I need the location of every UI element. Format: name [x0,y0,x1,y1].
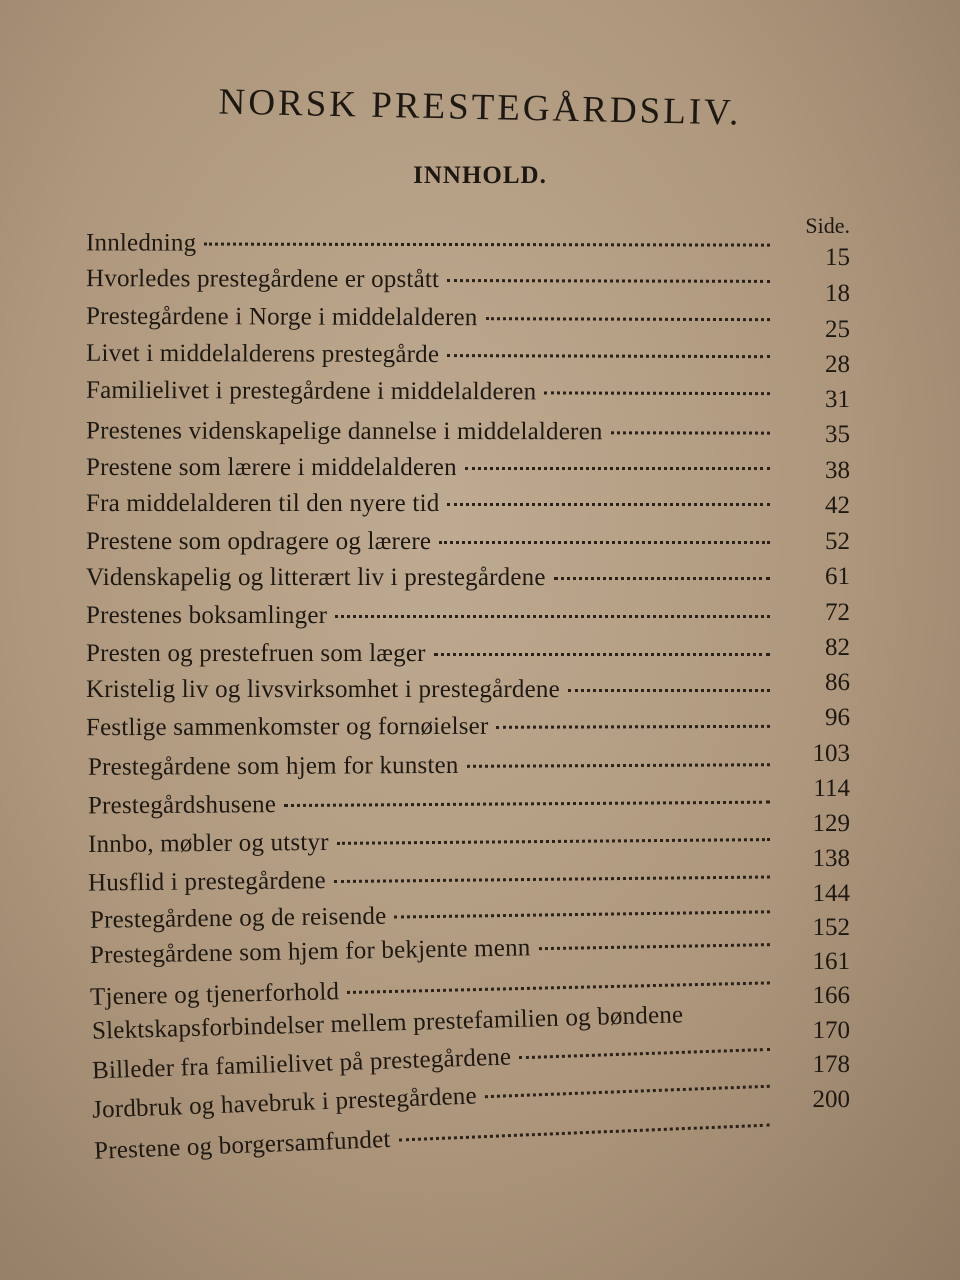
toc-entry-title: Jordbruk og havebruk i prestegårdene [91,1082,478,1124]
toc-entry-title: Slektskapsforbindelser mellem prestefamilien og bøndene [91,1001,684,1045]
page-number: 18 [825,280,850,307]
page-column-label: Side. [805,213,850,238]
page-number: 25 [825,316,850,343]
page-number: 61 [825,563,850,590]
toc-entry-title: Familielivet i prestegårdene i middelalderen [85,376,537,406]
page-number: 96 [825,704,850,731]
toc-entry-title: Innledning [85,229,197,257]
toc-entry-title: Festlige sammenkomster og fornøielser [85,712,489,742]
toc-entry-title: Prestegårdene og de reisende [89,902,387,934]
page-number: 38 [825,457,850,484]
contents-heading: INNHOLD. [413,162,547,189]
page-number: 152 [812,914,850,941]
page-number: 166 [812,982,850,1009]
toc-entry-title: Livet i middelalderens prestegårde [85,339,440,369]
toc-entry-title: Videnskapelig og litterært liv i prestegårdene [86,564,546,591]
page-number: 31 [825,386,850,413]
page-number: 72 [825,599,850,626]
page-number: 129 [812,810,850,837]
toc-entry-title: Tjenere og tjenerforhold [89,978,340,1011]
toc-entry-title: Husflid i prestegårdene [87,867,326,897]
page-number: 200 [812,1086,850,1113]
page-number: 42 [825,492,850,519]
page-number: 86 [825,669,850,696]
toc-entry-title: Innbo, møbler og utstyr [87,828,329,859]
page-number: 170 [812,1017,850,1044]
toc-entry-title: Prestegårdene i Norge i middelalderen [85,302,478,332]
page-number: 138 [812,845,850,872]
page-number: 161 [812,948,850,975]
page-number: 82 [825,634,850,661]
toc-entry-title: Prestegårdshusene [87,791,277,820]
page-number: 35 [825,421,850,448]
page-number: 103 [812,740,850,767]
page-number: 15 [825,244,850,271]
toc-entry-title: Prestene som opdragere og lærere [86,528,432,555]
toc-entry-title: Prestenes boksamlinger [86,602,328,629]
book-title: NORSK PRESTEGÅRDSLIV. [218,81,742,134]
toc-entry-title: Kristelig liv og livsvirksomhet i prestegårdene [86,676,560,703]
page-number: 144 [812,880,850,907]
toc-entry-title: Presten og prestefruen som læger [86,640,426,667]
toc-entry-title: Fra middelalderen til den nyere tid [86,490,440,517]
page-number: 28 [825,351,850,378]
toc-entry-title: Billeder fra familielivet på prestegårdene [91,1043,512,1085]
toc-entry-title: Hvorledes prestegårdene er opstått [85,265,440,294]
toc-entry-title: Prestene og borgersamfundet [93,1125,392,1165]
toc-entry-title: Prestenes videnskapelige dannelse i middelalderen [85,417,603,446]
page-number: 52 [825,528,850,555]
page-number: 114 [813,775,850,802]
toc-entry-title: Prestegårdene som hjem for bekjente menn [89,934,531,970]
page-number: 178 [812,1051,850,1078]
toc-entry-title: Prestegårdene som hjem for kunsten [87,751,459,781]
toc-entry-title: Prestene som lærere i middelalderen [86,454,457,481]
